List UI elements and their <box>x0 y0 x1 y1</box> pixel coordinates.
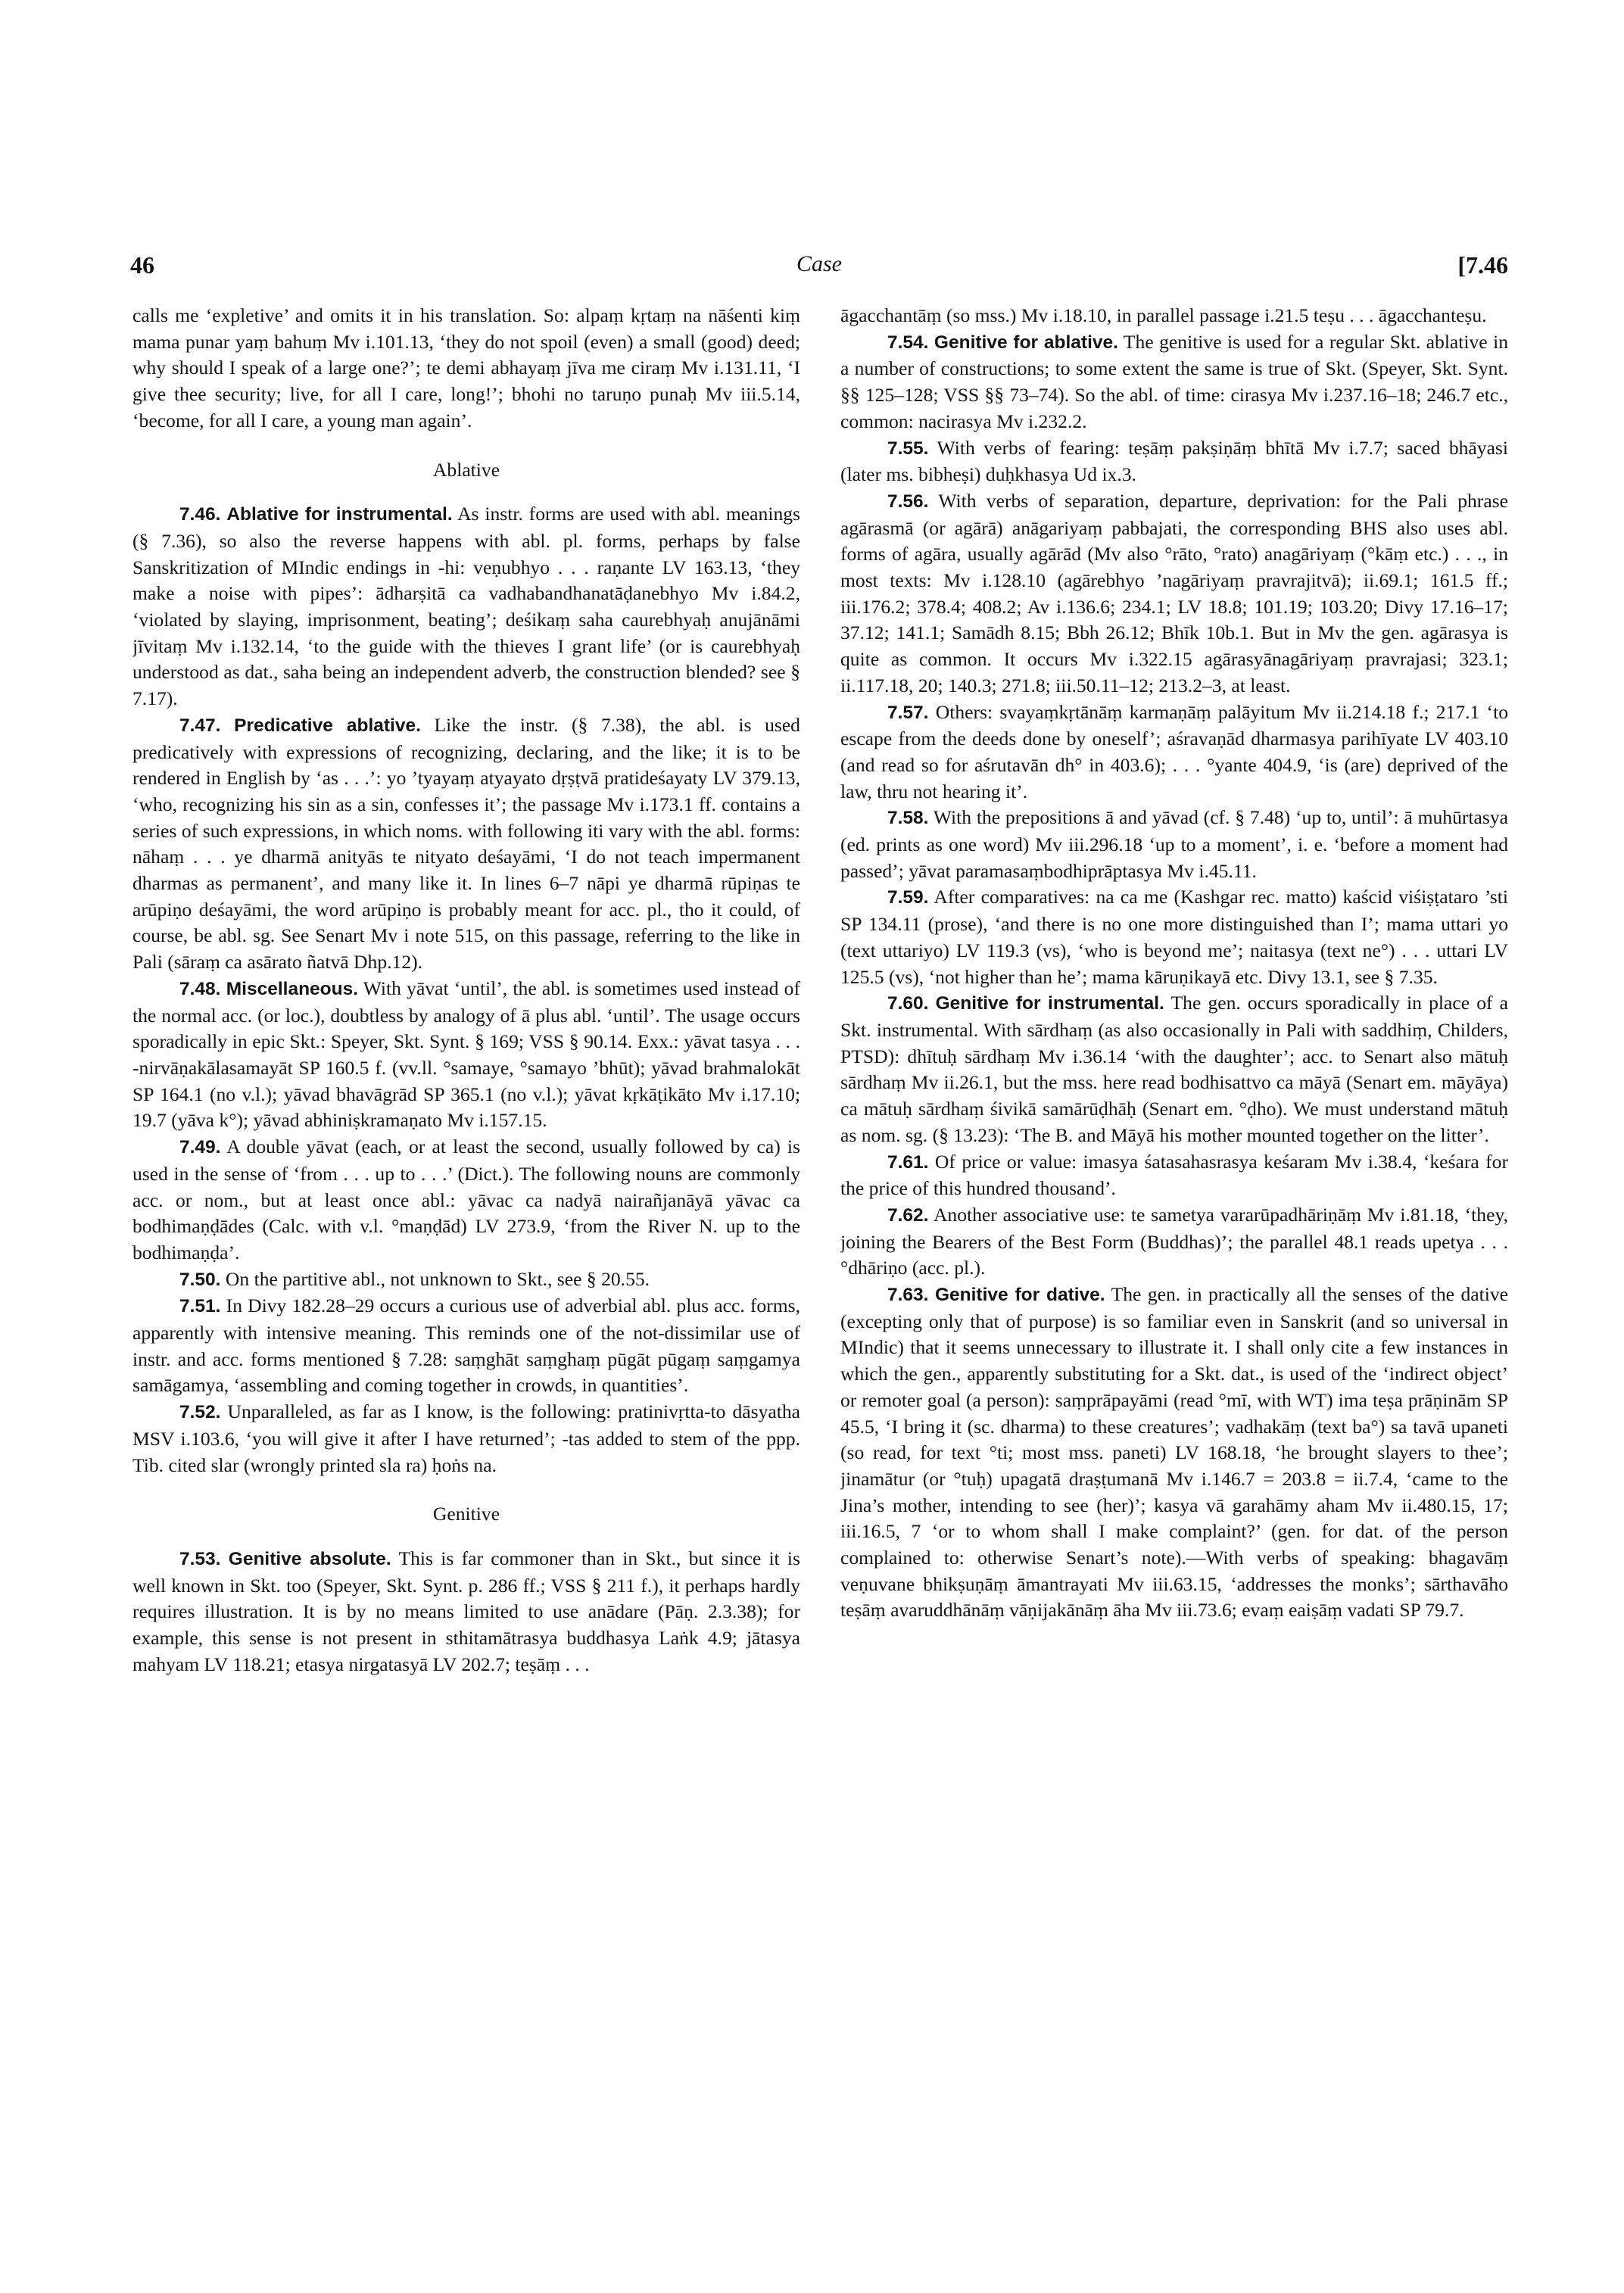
section-body: The genitive is used for a regular Skt. ablative in a number of constructions; to some extent the same is true of Skt. (Speyer, Skt. Synt. §§ 125–128; VSS §§ 73–74). So the abl. of time: cirasya Mv i.237.16–18; 246.7 etc., common: nacirasya Mv i.232.2. <box>840 330 1508 432</box>
section-title: Genitive for instrumental. <box>935 993 1164 1014</box>
section-body: In Divy 182.28–29 occurs a curious use of adverbial abl. plus acc. forms, apparently with intensive meaning. This reminds one of the not-dissimilar use of instr. and acc. forms mentioned § 7.28: saṃghāt saṃghaṃ pūgāt pūgaṃ saṃgamya samāgamya, ‘assembling and coming together in crowds, in quantities’. <box>132 1294 800 1397</box>
section-paragraph <box>132 1399 800 1478</box>
section-paragraph <box>132 1546 800 1678</box>
section-paragraph <box>840 1202 1508 1282</box>
section-paragraph <box>840 884 1508 990</box>
section-number: 7.60. <box>887 993 929 1014</box>
continued-paragraph: calls me ‘expletive’ and omits it in his translation. So: alpaṃ kṛtaṃ na nāśenti kiṃ mama punar yaṃ bahuṃ Mv i.101.13, ‘they do not spoil (even) a small (good) deed; why should I speak of a large one?’; te demi abhayaṃ jīva me ciraṃ Mv i.131.11, ‘I give thee security; live, for all I care, long!’; bhohi no taruṇo punaḥ Mv iii.5.14, ‘become, for all I care, a young man again’. <box>132 304 800 431</box>
running-title: Case <box>796 251 842 276</box>
section-body: Of price or value: imasya śatasahasrasya keśaram Mv i.38.4, ‘keśara for the price of this hundred thousand’. <box>840 1150 1508 1200</box>
section-number: 7.51. <box>179 1296 221 1317</box>
section-number: 7.49. <box>179 1137 221 1158</box>
section-body: Unparalleled, as far as I know, is the following: pratinivṛtta-to dāsyatha MSV i.103.6, ‘you will give it after I have returned’; -tas added to stem of the ppp. Tib. cited slar (wrongly printed sla ra) ḥoṅs na. <box>132 1400 800 1476</box>
section-body: After comparatives: na ca me (Kashgar rec. matto) kaścid viśiṣṭataro ’sti SP 134.11 (prose), ‘and there is no one more distinguished than I’; mama uttari yo (text uttariyo) LV 119.3 (vs), ‘who is beyond me’; naitasya (text ne°) . . . uttari LV 125.5 (vs), ‘not higher than he’; mama kāruṇikayā etc. Divy 13.1, see § 7.35. <box>840 886 1508 988</box>
section-paragraph <box>840 329 1508 435</box>
section-body: With verbs of separation, departure, deprivation: for the Pali phrase agārasmā (or agārā) anāgariyaṃ pabbajati, the corresponding BHS also uses abl. forms of agāra, usually agārād (Mv also °rāto, °rato) anagāriyaṃ (°kāṃ etc.) . . ., in most texts: Mv i.128.10 (agārebhyo ’nagāriyaṃ pravrajitvā); ii.69.1; 161.5 ff.; iii.176.2; 378.4; 408.2; Av i.136.6; 234.1; LV 18.8; 101.19; 103.20; Divy 17.16–17; 37.12; 141.1; Samādh 8.15; Bbh 26.12; Bhīk 10b.1. But in Mv the gen. agārasya is quite as common. It occurs Mv i.322.15 agārasyānagāriyaṃ pravrajasi; 323.1; ii.117.18, 20; 140.3; 271.8; iii.50.11–12; 213.2–3, at least. <box>840 489 1508 696</box>
section-body: With yāvat ‘until’, the abl. is sometimes used instead of the normal acc. (or loc.), doubtless by analogy of ā plus abl. ‘until’. The usage occurs sporadically in epic Skt.: Speyer, Skt. Synt. § 169; VSS § 90.14. Exx.: yāvat tasya . . . -nirvāṇakālasamayāt SP 160.5 f. (vv.ll. °samaye, °samayo ’bhūt); yāvad brahmalokāt SP 164.1 (no v.l.); yāvad bhavāgrād SP 365.1 (no v.l.); yāvat kṛkāṭikāto Mv i.17.10; 19.7 (yāva k°); yāvad abhiniṣkramaṇato Mv i.157.15. <box>132 977 800 1132</box>
section-paragraph <box>840 699 1508 805</box>
section-title: Miscellaneous. <box>226 978 359 999</box>
section-title: Ablative for instrumental. <box>226 504 453 525</box>
section-number: 7.54. <box>887 332 929 353</box>
section-number: 7.61. <box>887 1151 929 1173</box>
section-paragraph <box>132 976 800 1134</box>
section-number: 7.50. <box>179 1269 221 1290</box>
section-body: On the partitive abl., not unknown to Skt., see § 20.55. <box>225 1267 650 1290</box>
section-body: The gen. occurs sporadically in place of a Skt. instrumental. With sārdhaṃ (as also occasionally in Pali with saddhiṃ, Childers, PTSD): dhītuḥ sārdhaṃ Mv i.36.14 ‘with the daughter’; acc. to Senart also mātuḥ sārdhaṃ Mv ii.26.1, but the mss. here read bodhisattvo ca māyā (Senart em. māyāya) ca mātuḥ sārdhaṃ śivikā samārūḍhāḥ (Senart em. °ḍho). We must understand mātuḥ as nom. sg. (§ 13.23): ‘The B. and Māyā his mother mounted together on the litter’. <box>840 992 1508 1146</box>
section-title: Predicative ablative. <box>234 715 421 736</box>
section-body: Another associative use: te sametya vararūpadhāriṇāṃ Mv i.81.18, ‘they, joining the Bearers of the Best Form (Buddhas)’; the parallel 48.1 reads upetya . . . °dhāriṇo (acc. pl.). <box>840 1203 1508 1279</box>
section-number: 7.53. <box>179 1548 221 1569</box>
section-number: 7.52. <box>179 1402 221 1423</box>
left-column <box>132 303 800 2256</box>
section-paragraph <box>132 1266 800 1294</box>
section-title: Genitive for ablative. <box>934 332 1118 353</box>
section-title: Genitive absolute. <box>228 1548 391 1569</box>
section-number: 7.46. <box>179 504 221 525</box>
section-number: 7.55. <box>887 438 929 459</box>
section-body: Like the instr. (§ 7.38), the abl. is used predicatively with expressions of recognizing, declaring, and the like; it is to be rendered in English by ‘as . . .’: yo ’tyayaṃ atyayato dṛṣṭvā pratideśayaty LV 379.13, ‘who, recognizing his sin as a sin, confesses it’; the passage Mv i.173.1 ff. contains a series of such expressions, in which noms. with following iti vary with the abl. forms: nāhaṃ . . . ye dharmā anityās te nityato deśayāmi, ‘I do not teach impermanent dharmas as permanent’, and many like it. In lines 6–7 nāpi ye dharmā rūpiṇas te arūpiṇo deśayāmi, the word arūpiṇo is probably meant for acc. pl., tho it could, of course, be abl. sg. See Senart Mv i note 515, on this passage, referring to the like in Pali (sāraṃ ca asārato ñatvā Dhp.12). <box>132 713 800 974</box>
section-paragraph <box>840 990 1508 1148</box>
subsection-heading: Ablative <box>432 458 500 481</box>
section-paragraph <box>840 805 1508 884</box>
section-paragraph <box>840 435 1508 488</box>
section-body: The gen. in practically all the senses of the dative (excepting only that of purpose) is so familiar even in Sanskrit (and so universal in MIndic) that it seems unnecessary to illustrate it. I shall only cite a few instances in which the gen., apparently substituting for a Skt. dat., is used of the ‘indirect object’ or remoter goal (a person): saṃprāpayāmi (read °mī, with WT) ima teṣa prāṇinām SP 45.5, ‘I bring it (sc. dharma) to these creatures’; vadhakāṃ (text ba°) sa tavā upaneti (so read, for text °ti; most mss. paneti) LV 168.18, ‘he brought slayers to thee’; jinamātur (or °tuḥ) upagatā draṣṭumanā Mv i.146.7 = 203.8 = ii.7.4, ‘came to the Jina’s mother, intending to see (her)’; kasya vā garahāmy aham Mv ii.480.15, 17; iii.16.5, 7 ‘or to whom shall I make complaint?’ (gen. for dat. of the person complained to: otherwise Senart’s note).—With verbs of speaking: bhagavāṃ veṇuvane bhikṣuṇāṃ āmantrayati Mv iii.63.15, ‘addresses the monks’; sārthavāho teṣāṃ avaruddhānāṃ vāṇijakānāṃ āha Mv iii.73.6; evaṃ eaiṣāṃ vadati SP 79.7. <box>840 1283 1508 1622</box>
section-body: With the prepositions ā and yāvad (cf. § 7.48) ‘up to, until’: ā muhūrtasya (ed. prints as one word) Mv iii.296.18 ‘up to a moment’, i. e. ‘before a moment had passed’; yāvat paramasaṃbodhiprāptasya Mv i.45.11. <box>840 806 1508 882</box>
section-paragraph <box>840 488 1508 699</box>
section-number: 7.57. <box>887 702 929 723</box>
section-number: 7.56. <box>887 491 929 512</box>
section-reference: [7.46 <box>1457 251 1508 279</box>
section-paragraph <box>132 1293 800 1399</box>
section-paragraph <box>840 1149 1508 1202</box>
section-number: 7.58. <box>887 808 929 829</box>
section-paragraph <box>840 1282 1508 1624</box>
continued-paragraph: āgacchantāṃ (so mss.) Mv i.18.10, in parallel passage i.21.5 teṣu . . . āgacchanteṣu. <box>840 304 1487 326</box>
section-number: 7.47. <box>179 715 221 736</box>
section-body: As instr. forms are used with abl. meanings (§ 7.36), so also the reverse happens with abl. pl. forms, perhaps by false Sanskritization of MIndic endings in -hi: veṇubhyo . . . raṇante LV 163.13, ‘they make a noise with pipes’: ādharṣitā ca vadhabandhanatāḍanebhyo Mv i.84.2, ‘violated by slaying, imprisonment, beating’; deśikaṃ saha caurebhyaḥ anujānāmi jīvitaṃ Mv i.132.14, ‘to the guide with the thieves I grant life’ (or is caurebhyaḥ understood as dat., saha being an independent adverb, the construction blended? see § 7.17). <box>132 503 800 710</box>
section-paragraph <box>132 712 800 976</box>
section-body: With verbs of fearing: teṣāṃ pakṣiṇāṃ bhītā Mv i.7.7; saced bhāyasi (later ms. bibheṣi) duḥkhasya Ud ix.3. <box>840 436 1508 486</box>
section-number: 7.62. <box>887 1204 929 1226</box>
section-paragraph <box>132 501 800 712</box>
page-header <box>130 251 1508 297</box>
section-title: Genitive for dative. <box>934 1285 1105 1306</box>
section-body: This is far commoner than in Skt., but since it is well known in Skt. too (Speyer, Skt. Synt. p. 286 ff.; VSS § 211 f.), it perhaps hardly requires illustration. It is by no means limited to use anādare (Pāṇ. 2.3.38); for example, this sense is not present in sthitamātrasya buddhasya Laṅk 4.9; jātasya mahyam LV 118.21; etasya nirgatasyā LV 202.7; teṣāṃ . . . <box>132 1547 800 1675</box>
section-number: 7.48. <box>179 978 221 999</box>
section-number: 7.63. <box>887 1285 929 1306</box>
subsection-heading: Genitive <box>432 1503 500 1525</box>
page-number: 46 <box>130 251 154 279</box>
section-body: A double yāvat (each, or at least the second, usually followed by ca) is used in the sense of ‘from . . . up to . . .’ (Dict.). The following nouns are commonly acc. or nom., but at least once abl.: yāvac ca nadyā nairañjanāyā yāvac ca bodhimaṇḍādes (Calc. with v.l. °maṇḍād) LV 273.9, ‘from the River N. up to the bodhimaṇḍa’. <box>132 1136 800 1263</box>
right-column <box>840 303 1508 2256</box>
section-paragraph <box>132 1134 800 1266</box>
section-number: 7.59. <box>887 887 929 908</box>
section-body: Others: svayaṃkṛtānāṃ karmaṇāṃ palāyitum Mv ii.214.18 f.; 217.1 ‘to escape from the deeds done by oneself’; aśravaṇād dharmasya parihīyate LV 403.10 (and read so for aśrutavān dh° in 403.6); . . . °yante 404.9, ‘is (are) deprived of the law, thru not hearing it’. <box>840 700 1508 802</box>
